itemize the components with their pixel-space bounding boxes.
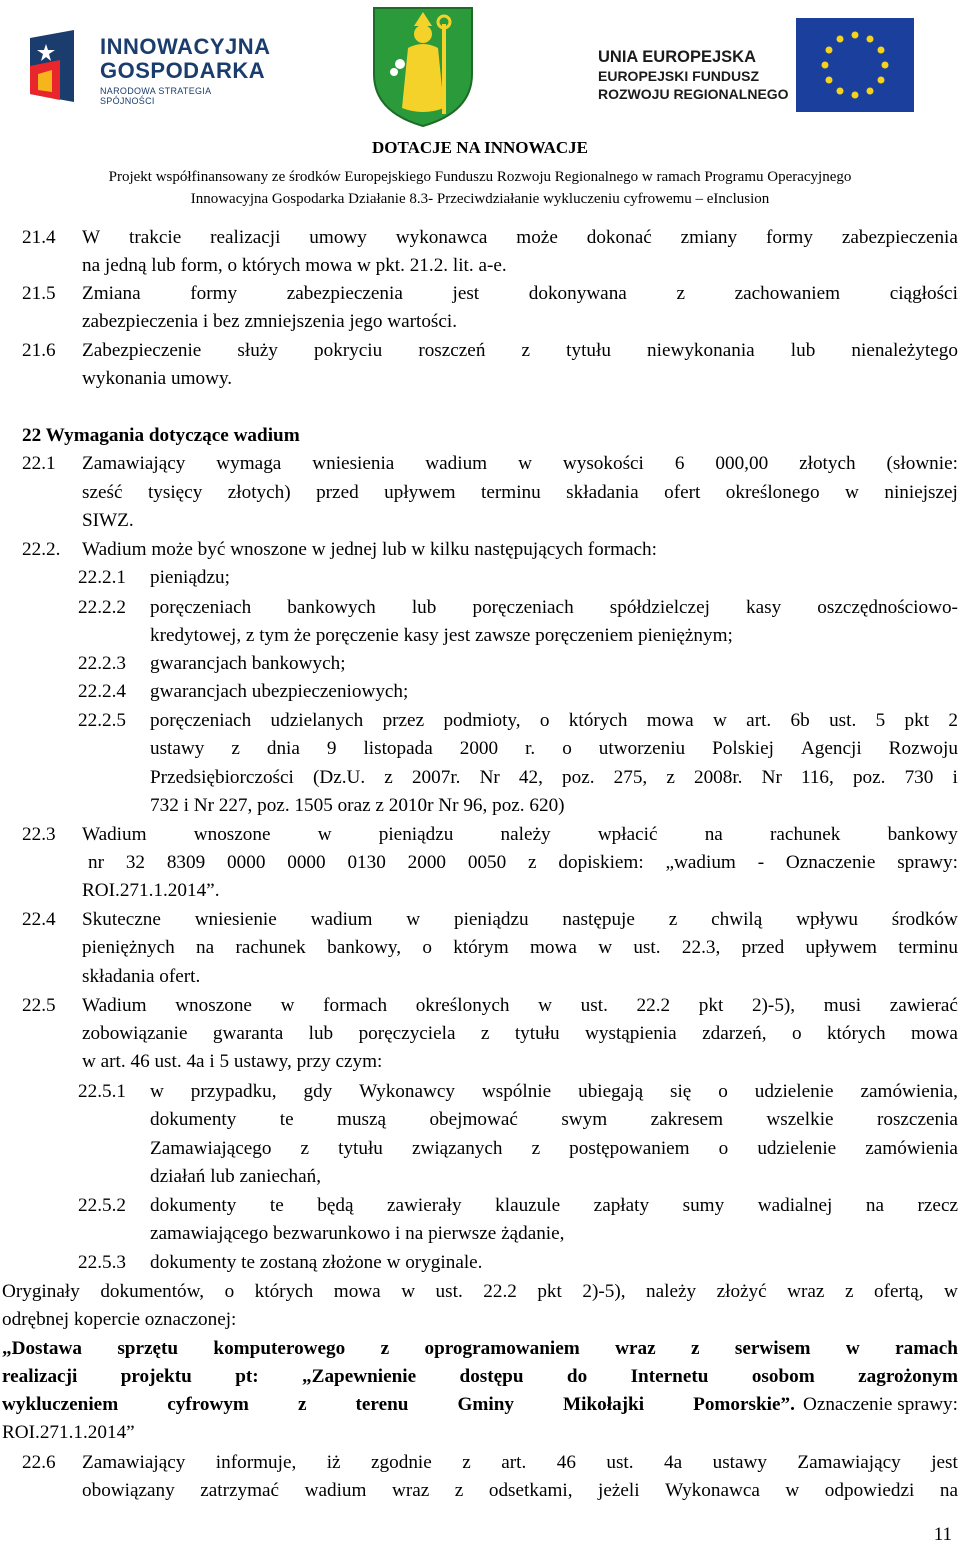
paragraph-line: dokumenty te będą zawierały klauzule zapłaty sumy wadialnej na rzecz	[150, 1195, 958, 1216]
paragraph-line: Zamawiający wymaga wniesienia wadium w wysokości 6 000,00 złotych (słownie:	[82, 453, 958, 474]
paragraph-line: w art. 46 ust. 4a i 5 ustawy, przy czym:	[82, 1051, 383, 1072]
header-project-line1: Projekt współfinansowany ze środków Europejskiego Funduszu Rozwoju Regionalnego w ramach Programu Operacyjnego	[108, 169, 852, 185]
paragraph-line: dokumenty te zostaną złożone w oryginale.	[150, 1252, 483, 1273]
paragraph-line: składania ofert.	[82, 966, 201, 987]
paragraph-line: 732 i Nr 227, poz. 1505 oraz z 2010r Nr 96, poz. 620)	[150, 795, 565, 816]
paragraph-line: zabezpieczenia i bez zmniejszenia jego wartości.	[82, 311, 458, 332]
envelope-label-bold: wykluczeniem cyfrowym z terenu Gminy Mikołajki Pomorskie”.	[2, 1394, 795, 1415]
paragraph-number: 22.2.	[22, 539, 61, 560]
paragraph-line: wykonania umowy.	[82, 368, 233, 389]
paragraph-number: 22.1	[22, 453, 56, 474]
paragraph-line: nr 32 8309 0000 0000 0130 2000 0050 z dopiskiem: „wadium - Oznaczenie sprawy:	[88, 852, 958, 873]
paragraph-line: W trakcie realizacji umowy wykonawca może dokonać zmiany formy zabezpieczenia	[82, 227, 958, 248]
paragraph-number: 22.5.2	[78, 1195, 126, 1216]
paragraph-number: 22.5.3	[78, 1252, 126, 1273]
header-logos	[0, 0, 960, 130]
paragraph-line: ROI.271.1.2014”.	[82, 880, 220, 901]
paragraph-number: 21.6	[22, 340, 56, 361]
paragraph-number: 22.3	[22, 824, 56, 845]
paragraph-line: obowiązany zatrzymać wadium wraz z odsetkami, jeżeli Wykonawca w odpowiedzi na	[82, 1480, 958, 1501]
section-heading: 22 Wymagania dotyczące wadium	[22, 425, 300, 446]
paragraph-line: SIWZ.	[82, 510, 134, 531]
paragraph-line: Zabezpieczenie służy pokryciu roszczeń z tytułu niewykonania lub nienależytego	[82, 340, 958, 361]
paragraph-line: Skuteczne wniesienie wadium w pieniądzu następuje z chwilą wpływu środków	[82, 909, 958, 930]
page-number: 11	[933, 1524, 952, 1545]
ig-logo-line3: NARODOWA STRATEGIA SPÓJNOŚCI	[100, 86, 211, 106]
paragraph-line: gwarancjach ubezpieczeniowych;	[150, 681, 409, 702]
eu-fund-logo	[586, 18, 956, 128]
paragraph-line: pieniądzu;	[150, 567, 230, 588]
eu-logo-line1: UNIA EUROPEJSKA	[598, 48, 756, 66]
paragraph-number: 22.5.1	[78, 1081, 126, 1102]
paragraph-line: Przedsiębiorczości (Dz.U. z 2007r. Nr 42, poz. 275, z 2008r. Nr 116, poz. 730 i	[150, 767, 958, 788]
paragraph-line: dokumenty te muszą obejmować swym zakresem wszelkie roszczenia	[150, 1109, 958, 1130]
paragraph-number: 22.2.4	[78, 681, 126, 702]
eu-flag-icon	[796, 18, 914, 112]
paragraph-number: 21.4	[22, 227, 56, 248]
ig-logo-mark-icon	[30, 30, 94, 102]
envelope-label-line	[2, 1393, 958, 1417]
paragraph-number: 22.2.5	[78, 710, 126, 731]
ig-logo-line1: INNOWACYJNA	[100, 34, 271, 59]
municipal-crest-icon	[370, 4, 476, 128]
paragraph-number: 22.2.1	[78, 567, 126, 588]
paragraph-number: 22.6	[22, 1452, 56, 1473]
paragraph-line: Zmiana formy zabezpieczenia jest dokonywana z zachowaniem ciągłości	[82, 283, 958, 304]
paragraph-line: w przypadku, gdy Wykonawcy wspólnie ubiegają się o udzielenie zamówienia,	[150, 1081, 958, 1102]
paragraph-line: Wadium wnoszone w pieniądzu należy wpłacić na rachunek bankowy	[82, 824, 958, 845]
paragraph-line: ROI.271.1.2014”	[2, 1422, 135, 1443]
paragraph-line: gwarancjach bankowych;	[150, 653, 346, 674]
paragraph-line: poręczeniach bankowych lub poręczeniach spółdzielczej kasy oszczędnościowo-	[150, 597, 958, 618]
envelope-label-line: realizacji projektu pt: „Zapewnienie dostępu do Internetu osobom zagrożonym	[2, 1366, 958, 1387]
paragraph-line: Wadium wnoszone w formach określonych w ust. 22.2 pkt 2)-5), musi zawierać	[82, 995, 958, 1016]
paragraph-line: kredytowej, z tym że poręczenie kasy jest zawsze poręczeniem pieniężnym;	[150, 625, 733, 646]
ig-logo-line2: GOSPODARKA	[100, 58, 266, 83]
paragraph-line: odrębnej kopercie oznaczonej:	[2, 1309, 237, 1330]
paragraph-line: na jedną lub form, o których mowa w pkt. 21.2. lit. a-e.	[82, 255, 507, 276]
innowacyjna-gospodarka-logo	[30, 30, 271, 106]
paragraph-line: ustawy z dnia 9 listopada 2000 r. o utworzeniu Polskiej Agencji Rozwoju	[150, 738, 958, 759]
eu-logo-line2: EUROPEJSKI FUNDUSZ	[598, 68, 760, 84]
paragraph-line: Zamawiającego z tytułu związanych z postępowaniem o udzielenie zamówienia	[150, 1138, 958, 1159]
paragraph-number: 22.4	[22, 909, 56, 930]
paragraph-line: poręczeniach udzielanych przez podmioty, o których mowa w art. 6b ust. 5 pkt 2	[150, 710, 958, 731]
paragraph-line: Oryginały dokumentów, o których mowa w ust. 22.2 pkt 2)-5), należy złożyć wraz z ofertą, w	[2, 1281, 958, 1302]
paragraph-line: działań lub zaniechań,	[150, 1166, 322, 1187]
header-project-line2: Innowacyjna Gospodarka Działanie 8.3- Przeciwdziałanie wykluczeniu cyfrowemu – eInclusion	[190, 191, 770, 207]
paragraph-line: pieniężnych na rachunek bankowy, o którym mowa w ust. 22.3, przed upływem terminu	[82, 937, 958, 958]
envelope-label-line: „Dostawa sprzętu komputerowego z oprogramowaniem wraz z serwisem w ramach	[2, 1338, 958, 1359]
header-title: DOTACJE NA INNOWACJE	[372, 138, 588, 157]
paragraph-line: Wadium może być wnoszone w jednej lub w kilku następujących formach:	[82, 539, 657, 560]
case-marking-label: Oznaczenie sprawy:	[802, 1394, 958, 1415]
paragraph-number: 22.5	[22, 995, 56, 1016]
paragraph-line: sześć tysięcy złotych) przed upływem terminu składania ofert określonego w niniejszej	[82, 482, 958, 503]
paragraph-line: zobowiązanie gwaranta lub poręczyciela z tytułu wystąpienia zdarzeń, o których mowa	[82, 1023, 958, 1044]
paragraph-number: 22.2.3	[78, 653, 126, 674]
paragraph-line: zamawiającego bezwarunkowo i na pierwsze żądanie,	[150, 1223, 565, 1244]
paragraph-line: Zamawiający informuje, iż zgodnie z art. 46 ust. 4a ustawy Zamawiający jest	[82, 1452, 958, 1473]
paragraph-number: 22.2.2	[78, 597, 126, 618]
paragraph-number: 21.5	[22, 283, 56, 304]
eu-logo-line3: ROZWOJU REGIONALNEGO	[598, 86, 789, 102]
